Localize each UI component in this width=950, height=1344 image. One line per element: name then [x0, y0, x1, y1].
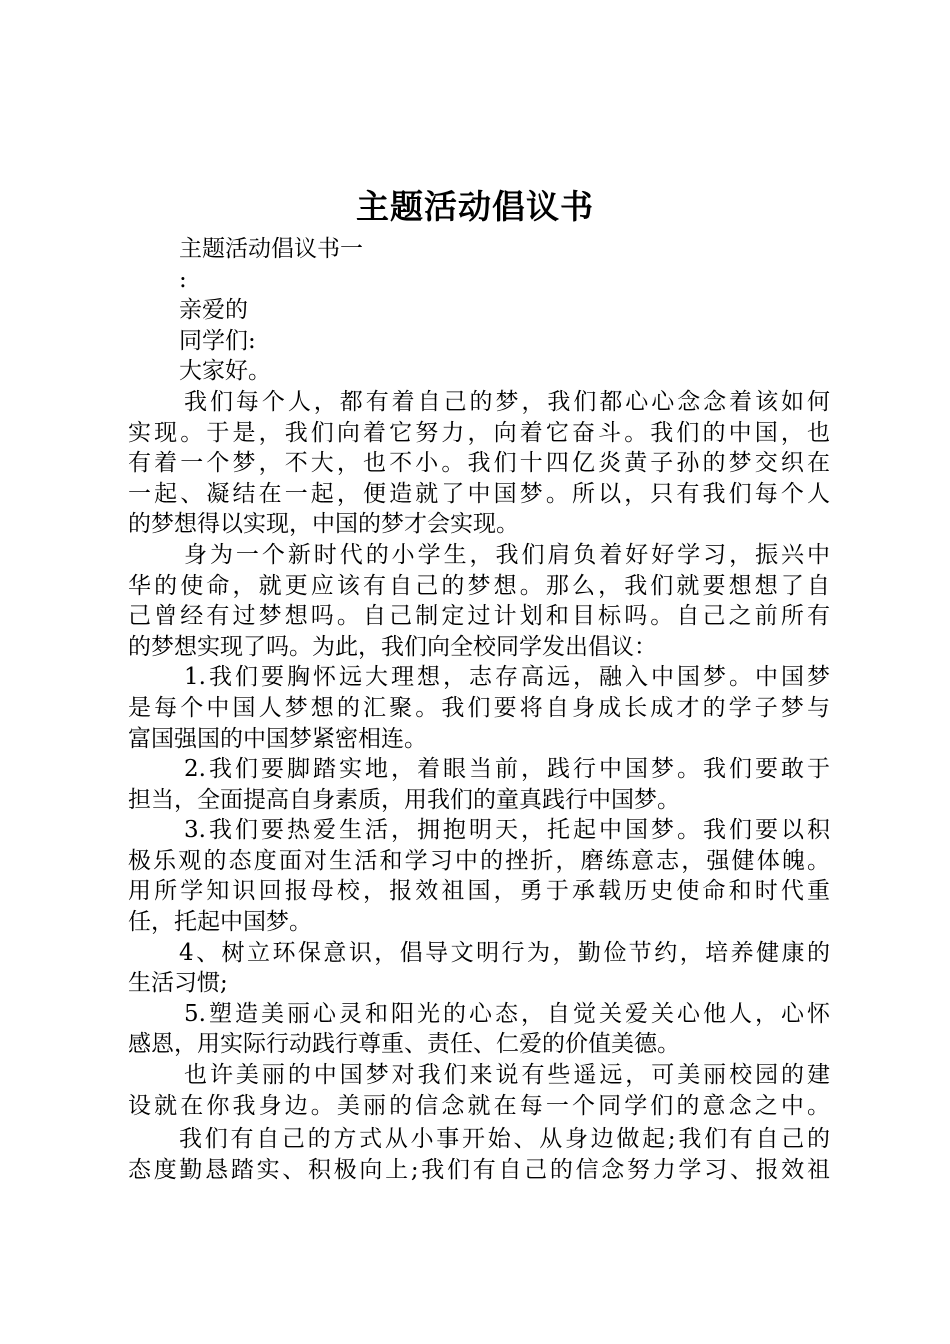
text-line: 1.我们要胸怀远大理想，志存高远，融入中国梦。中国梦: [184, 664, 830, 691]
document-title: 主题活动倡议书: [356, 187, 594, 226]
text-line: 是每个中国人梦想的汇聚。我们要将自身成长成才的学子梦与: [128, 694, 830, 721]
text-line: 实现。于是，我们向着它努力，向着它奋斗。我们的中国，也: [128, 419, 830, 446]
text-line: 主题活动倡议书一: [179, 236, 363, 262]
text-line: 极乐观的态度面对生活和学习中的挫折，磨练意志，强健体魄。: [128, 847, 830, 874]
text-line: 态度勤恳踏实、积极向上;我们有自己的信念努力学习、报效祖: [128, 1156, 830, 1183]
text-line: 也许美丽的中国梦对我们来说有些遥远，可美丽校园的建: [184, 1062, 830, 1089]
text-line: 2.我们要脚踏实地，着眼当前，践行中国梦。我们要敢于: [184, 756, 830, 783]
text-line: 一起、凝结在一起，便造就了中国梦。所以，只有我们每个人: [128, 480, 830, 507]
text-line: 富国强国的中国梦紧密相连。: [128, 725, 427, 752]
text-line: 己曾经有过梦想吗。自己制定过计划和目标吗。自己之前所有: [128, 603, 830, 630]
text-line: 生活习惯;: [128, 970, 228, 997]
text-line: 感恩，用实际行动践行尊重、责任、仁爱的价值美德。: [128, 1031, 680, 1058]
text-line: 任，托起中国梦。: [128, 909, 312, 936]
text-line: 我们每个人，都有着自己的梦，我们都心心念念着该如何: [184, 388, 830, 415]
document-body: [128, 234, 830, 1185]
text-line: 5.塑造美丽心灵和阳光的心态，自觉关爱关心他人，心怀: [184, 1000, 830, 1027]
text-line: 身为一个新时代的小学生，我们肩负着好好学习，振兴中: [184, 541, 830, 568]
text-line: 我们有自己的方式从小事开始、从身边做起;我们有自己的: [179, 1126, 830, 1153]
text-line: 亲爱的: [179, 297, 248, 324]
text-line: 华的使命，就更应该有自己的梦想。那么，我们就要想想了自: [128, 572, 830, 599]
text-line: 设就在你我身边。美丽的信念就在每一个同学们的意念之中。: [128, 1092, 830, 1119]
text-line: 的梦想得以实现，中国的梦才会实现。: [128, 511, 519, 538]
text-line: 有着一个梦，不大，也不小。我们十四亿炎黄子孙的梦交织在: [128, 450, 830, 477]
text-line: 的梦想实现了吗。为此，我们向全校同学发出倡议：: [128, 633, 657, 660]
text-line: 4、树立环保意识，倡导文明行为，勤俭节约，培养健康的: [179, 939, 830, 966]
text-line: 同学们:: [179, 327, 256, 354]
text-line: 大家好。: [179, 358, 271, 385]
text-line: 担当，全面提高自身素质，用我们的童真践行中国梦。: [128, 786, 680, 813]
text-line: :: [179, 266, 187, 293]
text-line: 用所学知识回报母校，报效祖国，勇于承载历史使命和时代重: [128, 878, 830, 905]
text-line: 3.我们要热爱生活，拥抱明天，托起中国梦。我们要以积: [184, 817, 830, 844]
